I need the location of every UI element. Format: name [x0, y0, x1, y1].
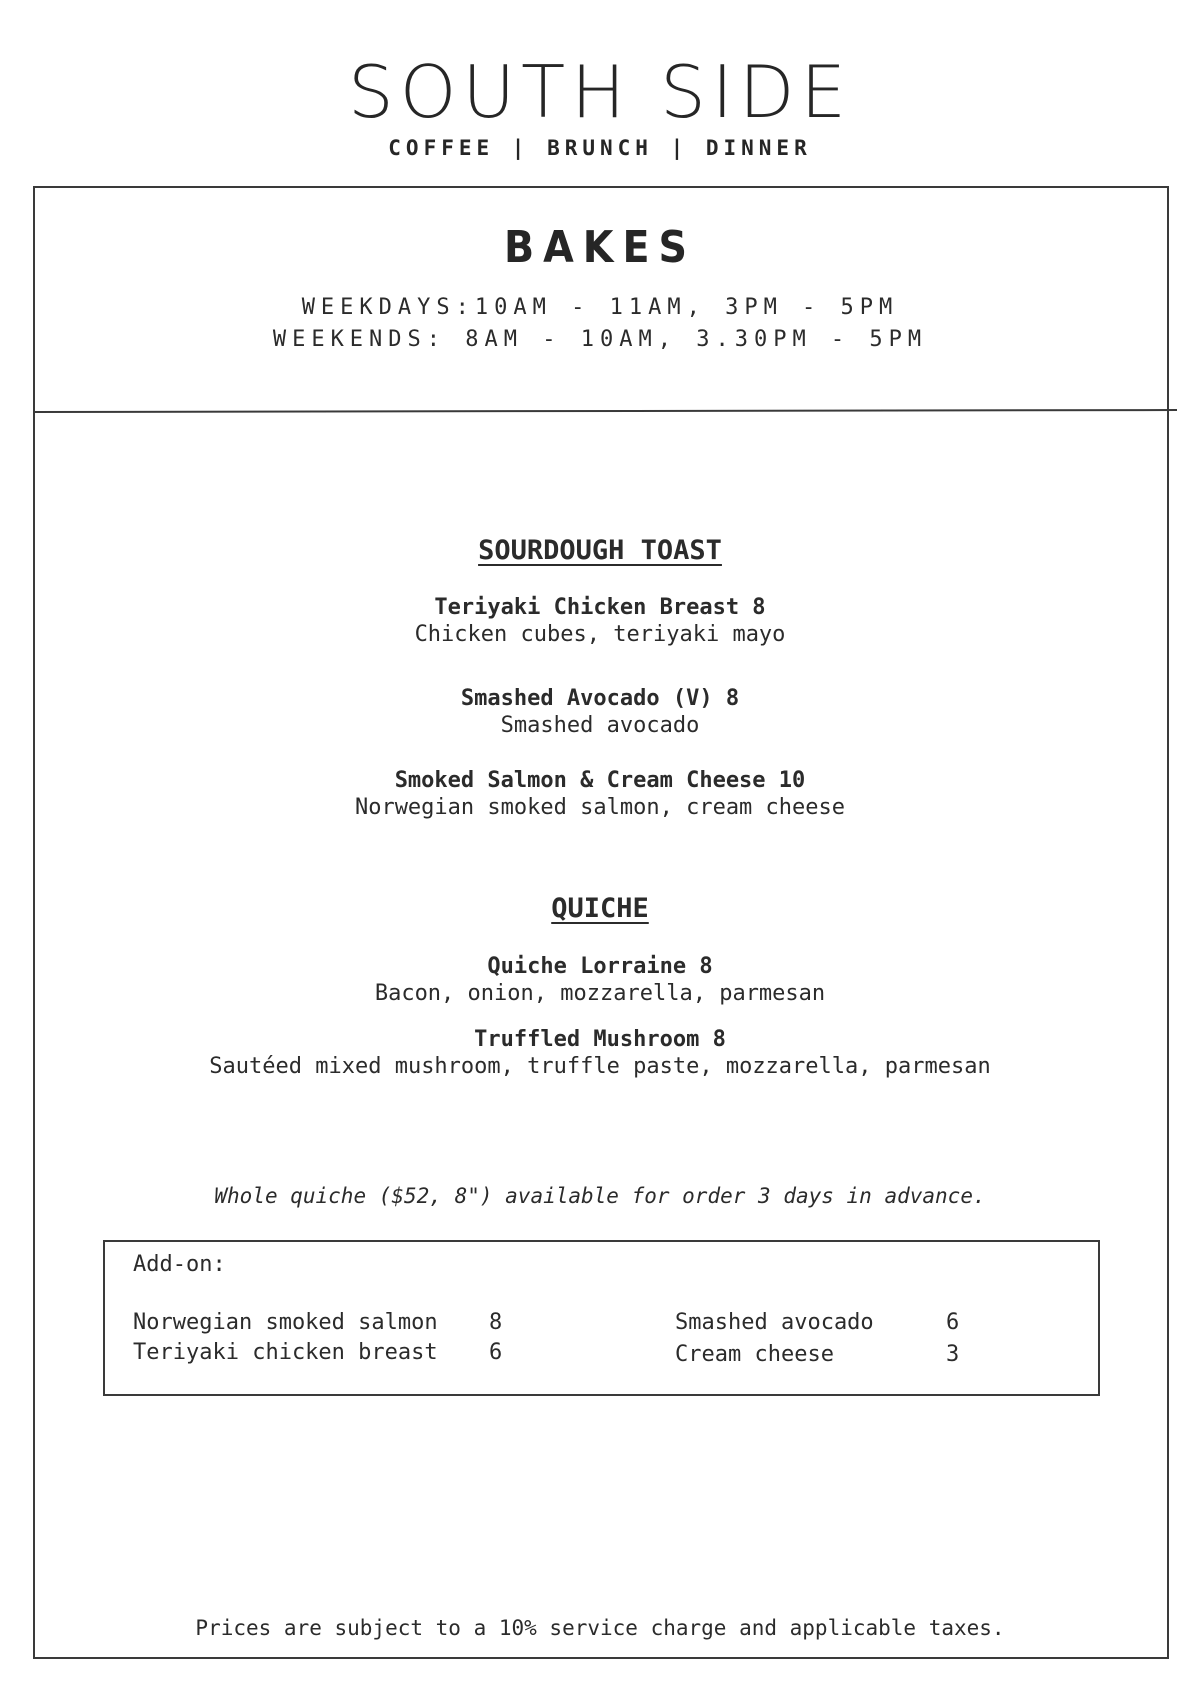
brand-tagline: COFFEE | BRUNCH | DINNER — [388, 136, 812, 160]
section-title: BAKES — [503, 222, 697, 273]
addon-item-price: 8 — [489, 1310, 503, 1335]
menu-item-description: Norwegian smoked salmon, cream cheese — [354, 795, 846, 820]
menu-item — [0, 594, 1200, 648]
category-title-sourdough-toast: SOURDOUGH TOAST — [478, 535, 722, 566]
addon-item — [675, 1342, 960, 1367]
menu-item-name: Smashed Avocado (V) 8 — [460, 686, 740, 711]
brand-header — [0, 52, 1200, 160]
menu-item-description: Bacon, onion, mozzarella, parmesan — [374, 981, 826, 1006]
whole-quiche-note: Whole quiche ($52, 8") available for order 3 days in advance. — [214, 1184, 986, 1208]
addon-title: Add-on: — [133, 1252, 226, 1277]
addon-item-name: Smashed avocado — [675, 1310, 874, 1335]
addon-box — [103, 1240, 1100, 1396]
addon-item-price: 6 — [946, 1310, 960, 1335]
addon-item-name: Norwegian smoked salmon — [133, 1310, 438, 1335]
addon-item-price: 3 — [946, 1342, 960, 1367]
addon-item — [133, 1340, 503, 1365]
menu-item — [0, 953, 1200, 1007]
service-hours — [0, 292, 1200, 356]
menu-item-description: Chicken cubes, teriyaki mayo — [414, 622, 786, 647]
menu-item-description: Smashed avocado — [500, 713, 700, 738]
addon-item-name: Teriyaki chicken breast — [133, 1340, 438, 1365]
brand-name: SOUTH SIDE — [348, 50, 852, 134]
category-title-quiche: QUICHE — [551, 893, 649, 924]
menu-item-name: Teriyaki Chicken Breast 8 — [434, 595, 766, 620]
menu-item — [0, 1026, 1200, 1080]
menu-item-name: Smoked Salmon & Cream Cheese 10 — [394, 768, 806, 793]
addon-item-price: 6 — [489, 1340, 503, 1365]
addon-item-name: Cream cheese — [675, 1342, 834, 1367]
menu-item — [0, 767, 1200, 821]
hours-weekdays: WEEKDAYS:10AM - 11AM, 3PM - 5PM — [301, 295, 899, 320]
addon-item — [133, 1310, 503, 1335]
hours-weekends: WEEKENDS: 8AM - 10AM, 3.30PM - 5PM — [272, 327, 928, 352]
menu-item-description: Sautéed mixed mushroom, truffle paste, mozzarella, parmesan — [209, 1054, 991, 1079]
addon-item — [675, 1310, 960, 1335]
service-charge-notice: Prices are subject to a 10% service charge and applicable taxes. — [195, 1616, 1005, 1640]
menu-item — [0, 685, 1200, 739]
menu-item-name: Quiche Lorraine 8 — [487, 954, 713, 979]
menu-item-name: Truffled Mushroom 8 — [474, 1027, 726, 1052]
